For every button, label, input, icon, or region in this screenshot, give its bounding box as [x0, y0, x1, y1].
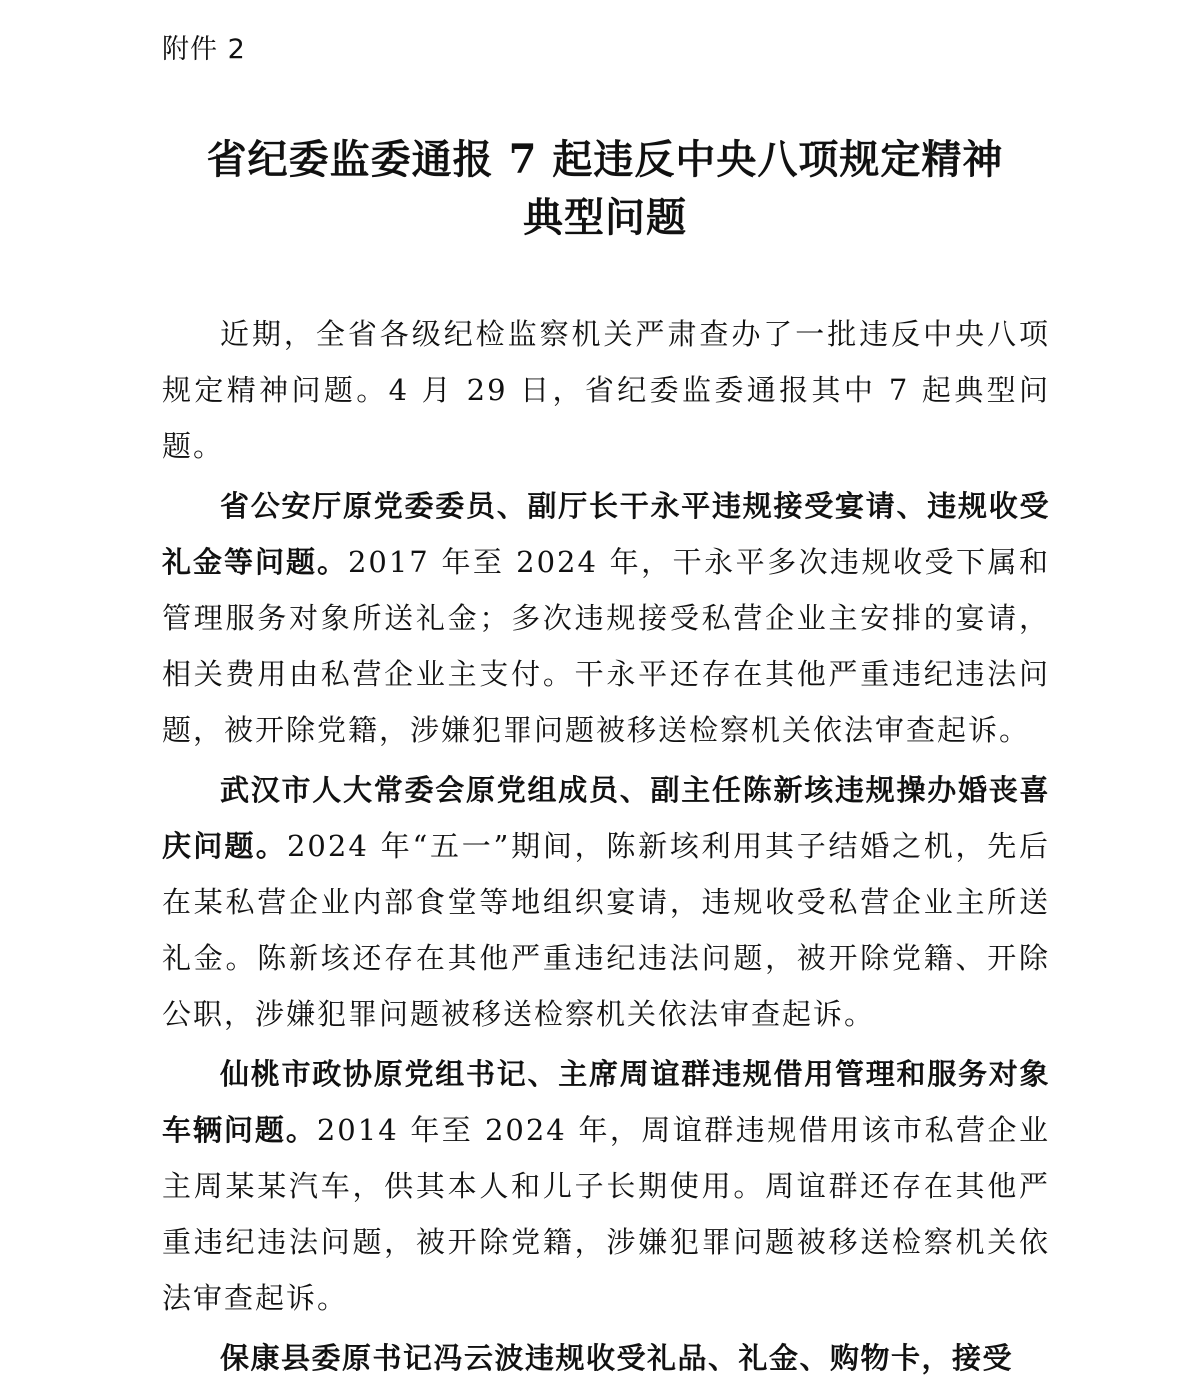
paragraph-case-4 — [162, 1330, 1050, 1386]
document-title-line-2: 典型问题 — [523, 194, 687, 241]
paragraph-case-3 — [162, 1046, 1050, 1326]
paragraph-intro — [162, 306, 1050, 474]
paragraph-text: 近期，全省各级纪检监察机关严肃查办了一批违反中央八项规定精神问题。4 月 29 日，省纪委监委通报其中 7 起典型问题。 — [162, 317, 1050, 463]
paragraph-text: 2024 年“五一”期间，陈新垓利用其子结婚之机，先后在某私营企业内部食堂等地组织宴请，违规收受私营企业主所送礼金。陈新垓还存在其他严重违纪违法问题，被开除党籍、开除公职，涉嫌犯罪问题被移送检察机关依法审查起诉。 — [162, 829, 1050, 1031]
attachment-label: 附件 2 — [162, 34, 246, 65]
document-body — [162, 306, 1050, 1390]
paragraph-lead: 武汉市人大常委会原党组成员、副主任陈新垓违规操办婚丧喜庆问题。 — [162, 773, 1050, 863]
document-title-line-1: 省纪委监委通报 7 起违反中央八项规定精神 — [206, 136, 1004, 183]
paragraph-case-1 — [162, 478, 1050, 758]
paragraph-text: 2017 年至 2024 年，干永平多次违规收受下属和管理服务对象所送礼金；多次违规接受私营企业主安排的宴请，相关费用由私营企业主支付。干永平还存在其他严重违纪违法问题，被开除党籍，涉嫌犯罪问题被移送检察机关依法审查起诉。 — [162, 545, 1050, 747]
paragraph-text: 2014 年至 2024 年，周谊群违规借用该市私营企业主周某某汽车，供其本人和儿子长期使用。周谊群还存在其他严重违纪违法问题，被开除党籍，涉嫌犯罪问题被移送检察机关依法审查起诉。 — [162, 1113, 1050, 1315]
paragraph-lead: 省公安厅原党委委员、副厅长干永平违规接受宴请、违规收受礼金等问题。 — [162, 489, 1050, 579]
paragraph-lead: 保康县委原书记冯云波违规收受礼品、礼金、购物卡，接受 — [220, 1341, 1014, 1375]
paragraph-case-2 — [162, 762, 1050, 1042]
paragraph-lead: 仙桃市政协原党组书记、主席周谊群违规借用管理和服务对象车辆问题。 — [162, 1057, 1050, 1147]
